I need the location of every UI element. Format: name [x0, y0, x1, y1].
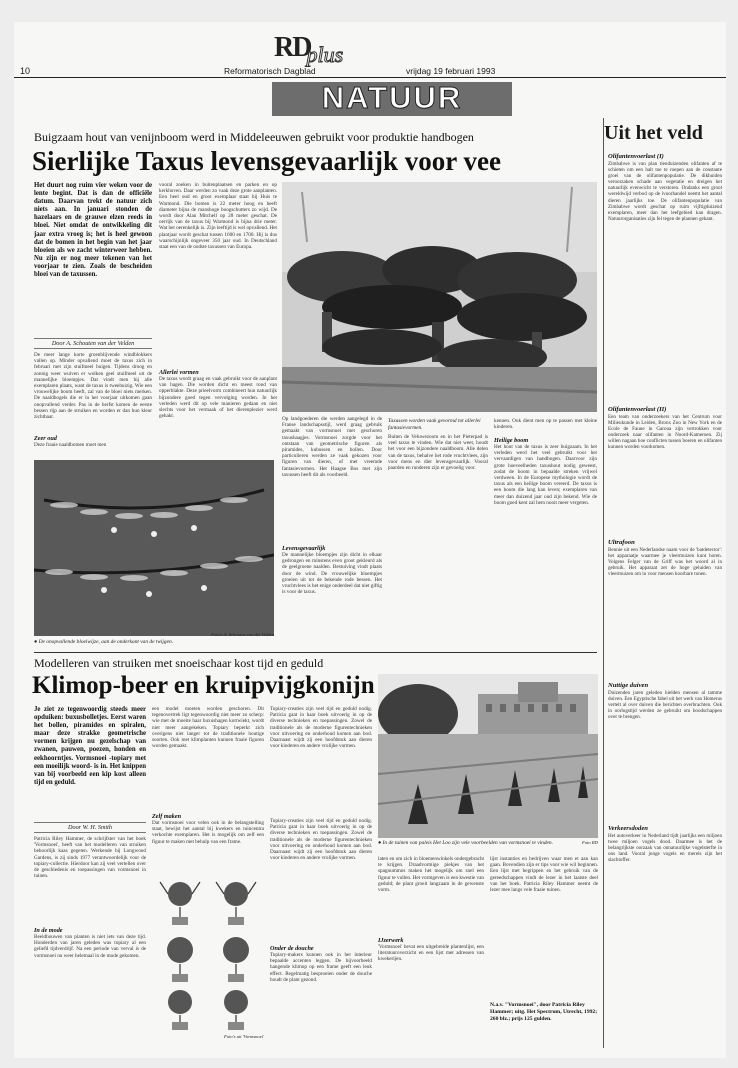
article2-col4-text2: 'Vormsnoei' bevat een uitgebreide plantenlijst, een literatuuroverzicht en een lijst met adressen van kwekerijen.: [378, 944, 484, 963]
article1-col1-text: De meer lange korte groenblijvende windblokkers vallen op. Minder opvallend moet de taxus zich in februari met zijn stuifmeel buigen. Tijdens droog en zonnig weer wuiven er wolken geel stuifmeel uit de mannelijke bloempjes. Dat vindt men bij alle exemplaren plaats, want de taxus is tweehuizig. Wie een vrouwelijke boom heeft, zal van de bloei niets merken. De naaldbogels die er in het voorjaar uitkomen gaan onopvallend verder. Pas in de herfst komen de eerste bessen rijp aan de struiken en worden er dan hun kleur zichtbaar.: [34, 352, 152, 421]
logo-plus: plus: [306, 42, 344, 67]
sidebar-text-2: Een team van onderzoekers van het Centrum voor Milieukunde in Leiden, Bronx Zoo in New York en de Ecole de Faune in Garoua zijn vertrokken voor onderzoek naar olifanten in Noord-Kameroen. Zij willen nagaan hoe conflicten tussen boeren en olifanten kunnen worden voorkomen.: [608, 414, 722, 451]
paper-name: Reformatorisch Dagblad: [224, 66, 316, 76]
sidebar-heading-2: Olifantenvoerlast (II): [608, 406, 667, 413]
article1-lead: Het duurt nog ruim vier weken voor de lente begint. Dat is dan de officiële datum. Daarvan trekt de natuur zich niets aan. In januari stonden de hazelaars en de grauwe elzen reeds in bloei. Niet omdat de ontwikkeling dit jaar extra vroeg is; het is heel gewoon dat de bomen in het begin van het jaar bloeien als we zacht winterweer hebben. Nu zijn er nog meer tekenen van het voorjaar te zien. Zoals de bescheiden bloei van de taxussen.: [34, 182, 152, 279]
article1-col5-text: kennen. Ook dient men op te passen met kleine kinderen.: [494, 418, 597, 431]
caption-bullet-icon: ●: [378, 840, 383, 846]
article2-photo-caption-text: In de tuinen van paleis Het Loo zijn vele voorbeelden van vormsnoei te vinden.: [382, 840, 553, 846]
sidebar-heading-1: Olifantenvoerlast (I): [608, 153, 664, 160]
issue-date: vrijdag 19 februari 1993: [406, 66, 496, 76]
article2-col2-text2: Dat vormsnoei voor velen ook in de belangstelling staat, bewijst het aantal bij kwekers en tuincentra verkochte exemplaren. Het is mogelijk om zelf een figuur te maken met behulp van een frame.: [152, 820, 264, 845]
article1-left-caption-text: De onopvallende bloeiwijze, aan de onderkant van de twijgen.: [38, 639, 174, 645]
article1-col3-subhead: Levensgevaarlijk: [282, 545, 326, 552]
article1-col5-text2: Het hout van de taxus is zeer buigzaam. In het verleden werd het veel gebruikt voor het vervaardigen van handbogen. Daarvoor zijn grote hoeveelheden taxushout nodig geweest, zodat de boom in bepaalde streken vrijwel verdween. In de Europese mythologie wordt de taxus als een heilige boom vereerd. De taxus is een boom die lang kan leven; exemplaren van meer dan duizend jaar oud zijn bekend. Wie de boom goed kent zal hem nooit meer vergeten.: [494, 444, 597, 506]
article2-col4-subhead: IJzerwerk: [378, 937, 404, 944]
sidebar-text-1: Zimbabwe is van plan tienduizenden olifanten af te schieten om een halt toe te roepen aan de constante groei van de olifantenpopulatie. De dikhuiden veroorzaken schade aan vegetatie en dreigen het natuurlijk evenwicht te verstoren. Ondanks een groot wereldwijd verbod op de ivoorhandel neemt het aantal dieren jaarlijks toe. De olifantenpopulatie van Zimbabwe wordt geschat op ruim vijftigduizend exemplaren, meer dan het leefgebied kan dragen. Natuurorganisaties zijn fel tegen de plannen gekant.: [608, 161, 722, 222]
article2-col5-text: lijst instanties en bedrijven waar men et aan kan gaan. Bovendien zijn er tips voor wie wil beginnen. Een lijst met begrippen en het gebruik van de gereedschappen vindt de lezer in het laatste deel van het boek. Patricia Riley Hammer neemt de lezer mee langs vele fraaie tuinen.: [490, 856, 598, 894]
caption-bullet-icon: ●: [34, 639, 39, 645]
article2-lead: Je ziet ze tegenwoordig steeds meer opduiken: buxusbolletjes. Eerst waren het bollen, piramides en spiralen, maar deze strakke geometrische vormen krijgen nu gezelschap van zwanen, pauwen, poezen, honden en eekhoorntjes. Vormsnoei -topiary met een moeilijk woord- is in. Het knippen van bij voorbeeld een kip kost alleen tijd en geduld.: [34, 706, 146, 786]
article1-col2-text2: De taxus wordt graag en vaak gebruikt voor de aanplant van hagen. Die worden dicht en meest rond van opperblakte. Deze prieelvorm combineert hun natuurlijk bijzondere goed tegen vervolging worden. In het verleden werd dit op vele manieren gedaan en niet slechts voor het vermaak of het dierenplezier werd gehakt.: [159, 376, 277, 420]
newspaper-page: [14, 22, 726, 1058]
column-title-text: Uit het veld: [604, 122, 703, 144]
article2-col2-subhead: Zelf maken: [152, 813, 182, 820]
article1-left-caption: [34, 639, 274, 646]
article2-col3-subhead: Onder de douche: [270, 945, 314, 952]
sidebar-text-4: Duizenden jaren geleden hielden mensen al tamme duiven. Een Egyptische fabel uit het werk van Homerus vertelt al over duiven die berichten overbrachten. Ook in oorlogstijd werden ze gebruikt om boodschappen over te brengen.: [608, 690, 722, 721]
sidebar-heading-3: Ultrafoon: [608, 539, 635, 546]
article1-photo-caption: Taxussen worden vaak gevormd tot allerlei fantasievormen.: [388, 418, 481, 431]
section-title: NATUUR: [321, 80, 463, 115]
article2-photo-credit: Foto RD: [582, 840, 598, 845]
column-title: [604, 122, 722, 145]
article2-col3-text2: Topiary-makers kunnen ook in het interieur bepaalde accenten leggen. De bijvoorbeeld hangende klimop op een frame geeft een leuk effect. Regelmatig besproeien onder de douche houdt de plant gezond.: [270, 952, 372, 983]
article2-photo-caption: [378, 840, 578, 847]
topiary-photo: [282, 182, 597, 412]
sidebar-heading-4: Nuttige duiven: [608, 682, 649, 689]
article2-title: Klimop-beer en kruipvijgkonijn: [32, 672, 375, 699]
article1-col2-text: vooral zoeken in buitenplaatsen en parken en op kerkhoven. Daar werden zo vaak deze grote aanplanten. Een heel oud en groot exemplaar staat bij Huis te Warmond. Die bomen is 22 meter hoog en heeft diameter bijna de manshoge boogschutters zo wijd. De wordt door Alan Mitchell op 28 meter geschat. De oerrijk van de taxus bij Warmond is bijna drie meter. Wat het oerenkelijk is. Zijn leeftijd is wel opvallend. Het plantjaar wordt geschat tussen 1600 en 1700. Hij is dus waarschijnlijk ongeveer 350 jaar oud. In Deutschland staat een van de oudste taxussen van Europa.: [159, 182, 277, 251]
article2-col1-text2: Beeldhouwen van planten is niet iets van deze tijd. Honderden van jaren geleden was topiary al een geliefd tijdverdrijf. Na een periode van verval is de vormsnoei nu weer helemaal in de mode gekomen.: [34, 934, 146, 959]
article2-byline: Door W. H. Smith: [34, 822, 146, 833]
article1-col2-subhead: Allerlei vormen: [159, 369, 199, 376]
het-loo-photo: [378, 674, 598, 838]
article2-col3-filler: Topiary-creaties zijn veel tijd en geduld nodig. Patricia gaat in haar boek uitvoerig in op de diverse technieken en toepassingen. Zowel de traditionele als de moderne figurentechnieken voor uitvoering en onderhoud komen aan bod. Daarnaast wijdt zij een hoofdstuk aan dieren voor kinderen en andere vrolijke vormen.: [270, 818, 372, 862]
article1-col5-subhead: Heilige boom: [494, 437, 529, 444]
article2-col3-text: Topiary-creaties zijn veel tijd en geduld nodig. Patricia gaat in haar boek uitvoerig in op de diverse technieken en toepassingen. Zowel de traditionele als de moderne figurentechnieken voor uitvoering en onderhoud komen aan bod. Daarnaast wijdt zij een hoofdstuk aan dieren voor kinderen en andere vrolijke vormen.: [270, 706, 372, 750]
logo-main: RD: [274, 32, 311, 63]
article1-col1-text2: Deze fraaie naaldbomen moet men: [34, 442, 107, 448]
sidebar-heading-5: Verkeersdoden: [608, 825, 648, 832]
sidebar-text-5: Het autoverkeer in Nederland tijdt jaarlijks een miljoen twee miljoen vogels dood. Daarmee is het de belangrijkste oorzaak van onnatuurlijke vogelsterfte in ons land. Vooral jonge vogels en merels zijn het slachtoffer.: [608, 833, 722, 864]
article2-col1-text: Patricia Riley Hammer, de schrijfster van het boek 'Vormsnoei', heeft van het modelleren van struiken behoorlijk kaas gegeten. Werkende bij Longwood Gardens, is zij sinds 1977 verantwoordelijk voor de topiary-collectie. Hierdoor kan zij veel vertellen over de geschiedenis en toepassingen van vormsnoei in tuinen.: [34, 836, 146, 880]
article1-photo-credit: Foto's A. Schouten van der Velden: [211, 632, 274, 637]
sidebar-column: [608, 148, 722, 1048]
article1-kicker: Buigzaam hout van venijnboom werd in Middeleeuwen gebruikt voor produktie handbogen: [34, 130, 474, 144]
header-rule: [14, 77, 726, 78]
article2-book-info: N.a.v. "Vormsnoei", door Patricia Riley Hammer; uitg. Het Spectrum, Utrecht, 1992; 260 blz.; prijs 125 gulden.: [490, 1002, 598, 1022]
article2-kicker: Modelleren van struiken met snoeischaar kost tijd en geduld: [34, 656, 324, 670]
article2-col2-text: een model moeten worden geschoren. Dit tegenovertrek ligt tegenwoordig niet meer zo scherp: wie met de moeite haar buxushagen kortwiekt, wordt niet meer aangekeken. Topiary beperkt zich overigens niet langer tot de traditionele houtige soorten. Ook met klimplanten kunnen fraaie figuren worden gemaakt.: [152, 706, 264, 750]
article1-col3-text: Op landgoederen die werden aangelegd in de Franse landschapsstijl, werd graag gebruik gemaakt van vormsnoei met geschoren taxushaagjes. Vormsnoei zorgde voor het ontstaan van geometrische figuren als piramides, kubussen en bollen. Door particulieren werden ze vaak gekozen voor figuren van dieren, of met vreemde fantasievormen. Het Haagse Bos met zijn taxussen heeft dit als voorbeeld.: [282, 416, 382, 478]
article-divider: [34, 652, 597, 653]
topiary-drawings: [152, 872, 264, 1032]
article1-byline: Door A. Schouten van der Velden: [34, 338, 152, 349]
taxus-branch-photo: [34, 460, 274, 636]
sidebar-text-3: Bennie uit een Nederlandse naam voor de 'batdetector': het apparaatje waarmee je vleermuizen kunt horen. Volgens Felger van de Griff was het woord al in gebruik. Het apparaat zet de hoge geluiden van vleermuizen om in voor mensen hoorbare tonen.: [608, 547, 722, 578]
article1-title: Sierlijke Taxus levensgevaarlijk voor vee: [32, 146, 501, 176]
sidebar-rule: [603, 118, 604, 1048]
page-number: 10: [20, 66, 31, 76]
article2-col1-subhead: In de mode: [34, 927, 63, 934]
article1-col3-text2: De mannelijke bloempjes zijn dicht in elkaar gedrongen en minstens even groot gekleurd als de geelgroene naalden. Bestuiving vindt plaats door de wind. De vrouwelijke bloempjes groeien uit tot de bekende rode bessen. Het vruchtvlees is het enige onderdeel dat niet giftig is voor de taxus.: [282, 552, 382, 596]
article1-col4-text: Buiten de Veluwezoom en in het Pieterpad is veel taxus te vinden. Wie dat niet weet, houdt het voor een bijzondere naaldboom. Alle delen van de taxus, behalve het rode vruchtvlees, zijn voor mens en dier levensgevaarlijk. Vooral paarden en runderen zijn er gevoelig voor.: [388, 434, 488, 472]
article2-col4-text: laten en om zich in bloemenwinkels ondergebracht te krijgen. Draadvormige piekjes van het spagnummos maken het mogelijk om snel een figuur te vullen. Het vormgeven is een kwestie van geduld; de plant groeit langzaam in de gewenste vorm.: [378, 856, 484, 894]
article1-col1-subhead: Zeer oud: [34, 435, 57, 442]
article2-drawings-credit: Foto's uit 'Vormsnoei': [224, 1034, 264, 1039]
